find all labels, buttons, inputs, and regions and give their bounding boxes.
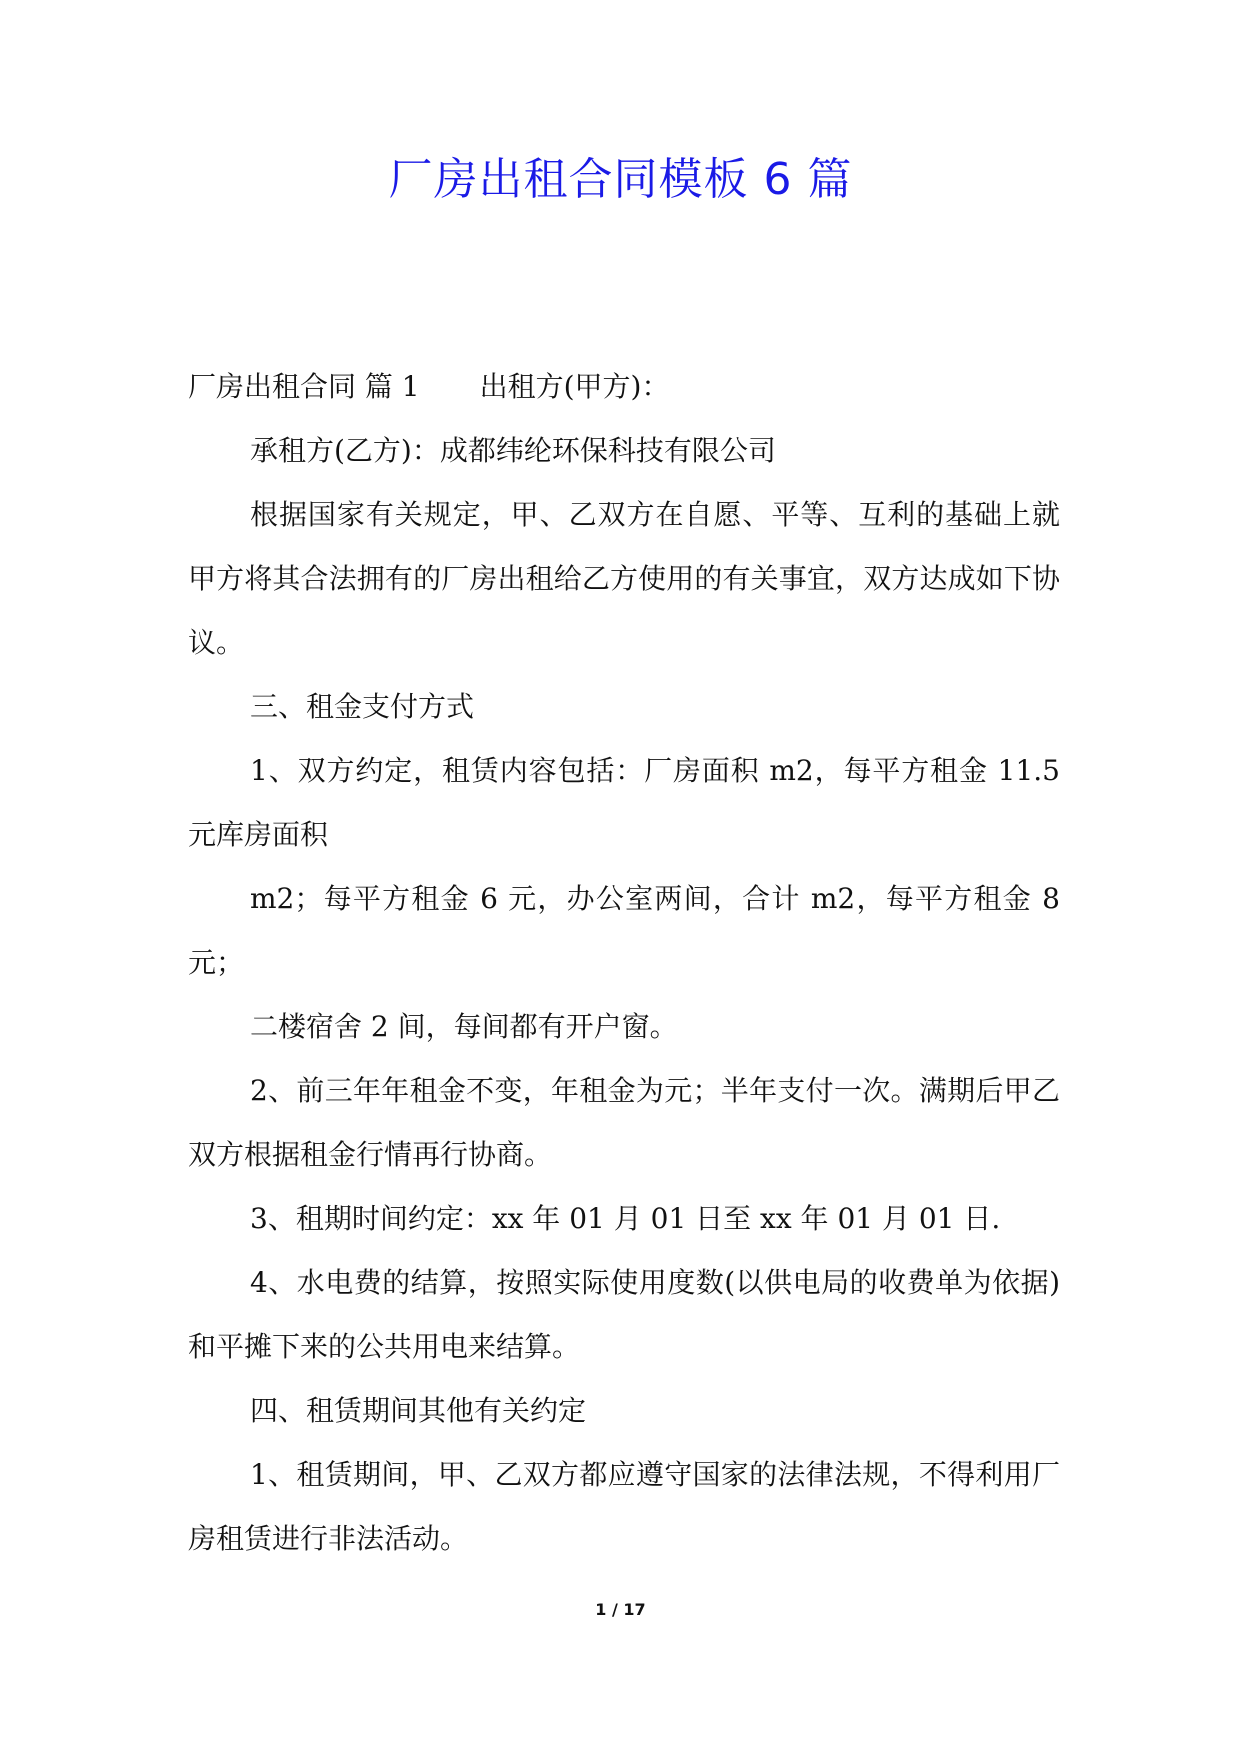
paragraph-other-terms-1: 1、租赁期间，甲、乙双方都应遵守国家的法律法规，不得利用厂房租赁进行非法活动。 <box>188 1458 1060 1555</box>
paragraph-rent-clause-2: 2、前三年年租金不变，年租金为元；半年支付一次。满期后甲乙双方根据租金行情再行协商。 <box>188 1074 1060 1171</box>
page-number: 1 / 17 <box>595 1600 646 1619</box>
paragraph-rent-clause-3: 3、租期时间约定：xx 年 01 月 01 日至 xx 年 01 月 01 日. <box>250 1202 1001 1235</box>
paragraph-lessee: 承租方(乙方)：成都纬纶环保科技有限公司 <box>250 434 776 467</box>
document-title: 厂房出租合同模板 6 篇 <box>388 154 853 205</box>
lessor-label: 出租方(甲方)： <box>479 370 670 403</box>
paragraph-dormitory: 二楼宿舍 2 间，每间都有开户窗。 <box>250 1010 678 1043</box>
paragraph-rent-clause-1-cont: m2；每平方租金 6 元，办公室两间，合计 m2，每平方租金 8 元； <box>188 882 1060 979</box>
contract-section-label: 厂房出租合同 篇 1 <box>188 370 420 403</box>
paragraph-heading-line <box>188 355 1060 419</box>
document-body <box>188 355 1060 1571</box>
paragraph-rent-clause-1: 1、双方约定，租赁内容包括：厂房面积 m2，每平方租金 11.5 元库房面积 <box>188 754 1060 851</box>
section-heading-rent-payment: 三、租金支付方式 <box>250 690 475 723</box>
paragraph-rent-clause-4: 4、水电费的结算，按照实际使用度数(以供电局的收费单为依据)和平摊下来的公共用电来结算。 <box>188 1266 1060 1363</box>
section-heading-other-terms: 四、租赁期间其他有关约定 <box>250 1394 587 1427</box>
paragraph-preamble: 根据国家有关规定，甲、乙双方在自愿、平等、互利的基础上就甲方将其合法拥有的厂房出租给乙方使用的有关事宜，双方达成如下协议。 <box>188 498 1060 659</box>
